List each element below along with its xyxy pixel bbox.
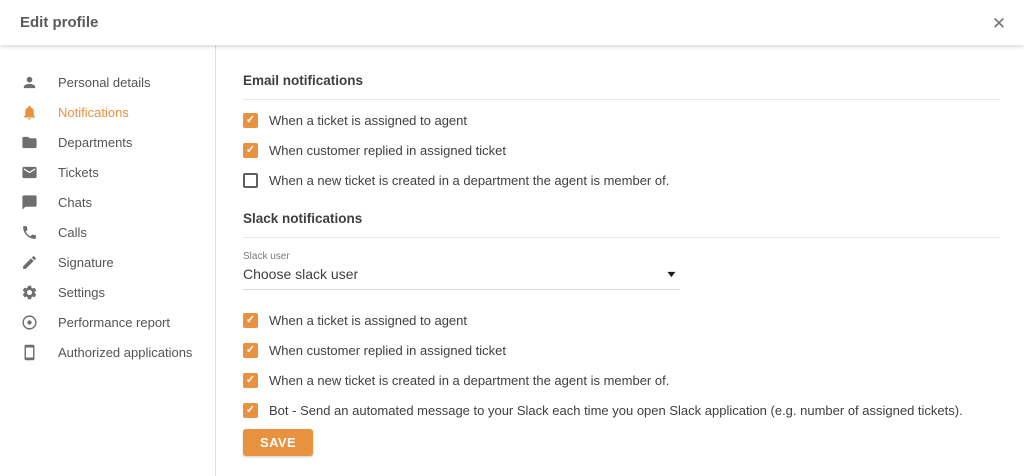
chat-icon [20,193,38,211]
sidebar-item-label: Departments [58,134,133,150]
checkbox-label: Bot - Send an automated message to your Slack each time you open Slack application (e.g. number of assigned tickets). [269,402,963,418]
sidebar-item-personal-details[interactable] [0,67,215,97]
signature-pen-icon [20,253,38,271]
checkbox-unchecked[interactable] [243,173,258,188]
checkbox-checked[interactable]: ✓ [243,373,258,388]
sidebar-item-label: Performance report [58,314,170,330]
person-icon [20,73,38,91]
section-divider [243,99,1000,100]
bell-icon [20,103,38,121]
sidebar [0,45,216,476]
dialog-body [0,45,1024,476]
checkbox-label: When customer replied in assigned ticket [269,342,507,358]
checkbox-option-slack-bot-message[interactable] [243,395,1000,425]
checkbox-option-ticket-assigned[interactable] [243,105,1000,135]
gear-icon [20,283,38,301]
save-button[interactable]: SAVE [243,429,313,456]
checkbox-option-slack-customer-replied[interactable] [243,335,1000,365]
sidebar-item-label: Chats [58,194,92,210]
slack-user-field [243,251,680,290]
sidebar-item-authorized-applications[interactable] [0,337,215,367]
sidebar-item-label: Tickets [58,164,99,180]
dialog-title: Edit profile [20,14,99,31]
slack-user-select[interactable] [243,266,680,290]
notifications-panel [216,45,1024,476]
sidebar-item-tickets[interactable] [0,157,215,187]
checkbox-label: When a ticket is assigned to agent [269,112,468,128]
checkbox-label: When a ticket is assigned to agent [269,312,468,328]
checkbox-label: When a new ticket is created in a department the agent is member of. [269,172,670,188]
sidebar-item-label: Settings [58,284,105,300]
sidebar-item-departments[interactable] [0,127,215,157]
mail-icon [20,163,38,181]
folder-icon [20,133,38,151]
checkbox-label: When customer replied in assigned ticket [269,142,507,158]
slack-notifications-heading: Slack notifications [243,211,363,226]
sidebar-item-chats[interactable] [0,187,215,217]
checkbox-option-customer-replied[interactable] [243,135,1000,165]
slack-user-value: Choose slack user [243,266,359,282]
checkbox-option-new-ticket-department[interactable] [243,165,1000,195]
sidebar-item-performance-report[interactable] [0,307,215,337]
sidebar-item-label: Personal details [58,74,151,90]
dialog-header [0,0,1024,45]
sidebar-item-label: Calls [58,224,87,240]
sidebar-item-notifications[interactable] [0,97,215,127]
sidebar-item-label: Notifications [58,104,129,120]
dropdown-arrow-icon: ▼ [664,269,679,279]
sidebar-item-settings[interactable] [0,277,215,307]
checkbox-checked[interactable]: ✓ [243,143,258,158]
slack-options [243,305,1000,425]
checkbox-option-slack-new-ticket-department[interactable] [243,365,1000,395]
section-divider [243,237,1000,238]
close-icon[interactable]: ✕ [991,13,1007,33]
sidebar-item-calls[interactable] [0,217,215,247]
checkbox-checked[interactable]: ✓ [243,113,258,128]
sidebar-item-label: Signature [58,254,114,270]
checkbox-label: When a new ticket is created in a department the agent is member of. [269,372,670,388]
phone-icon [20,223,38,241]
performance-icon [20,313,38,331]
sidebar-item-label: Authorized applications [58,344,193,360]
sidebar-item-signature[interactable] [0,247,215,277]
slack-user-label: Slack user [243,251,290,262]
checkbox-checked[interactable]: ✓ [243,343,258,358]
checkbox-checked[interactable]: ✓ [243,313,258,328]
email-options [243,105,1000,195]
checkbox-option-slack-ticket-assigned[interactable] [243,305,1000,335]
checkbox-checked[interactable]: ✓ [243,403,258,418]
smartphone-icon [20,343,38,361]
email-notifications-heading: Email notifications [243,73,364,88]
